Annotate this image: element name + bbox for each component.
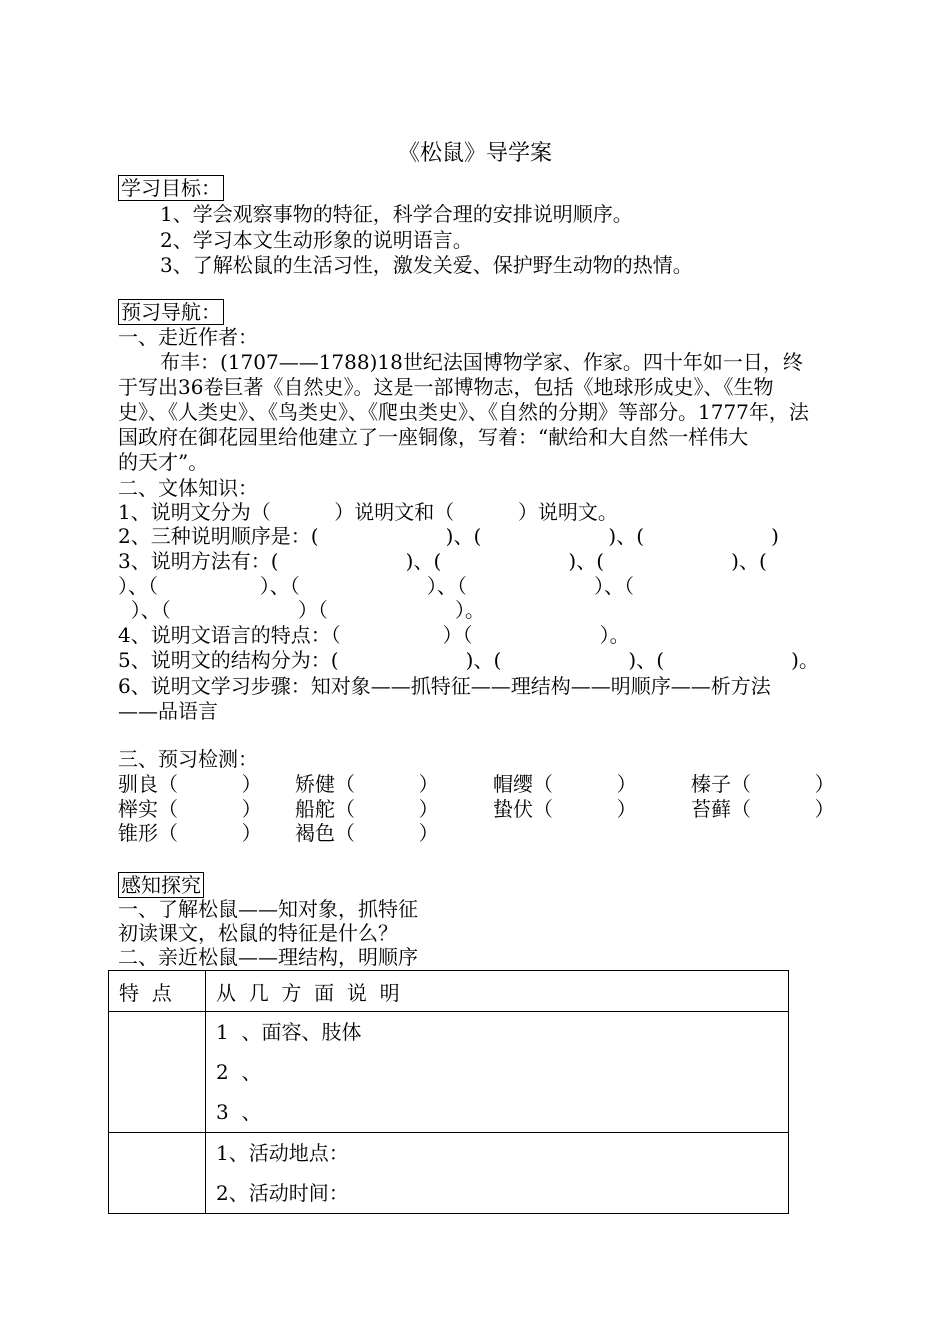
explore-line: 二、亲近松鼠——理结构，明顺序: [118, 945, 418, 969]
objectives-heading: 学习目标：: [118, 176, 224, 201]
preview-heading: 预习导航：: [118, 300, 224, 325]
author-text-line: 的天才”。: [118, 450, 209, 474]
aspect-line: 3 、: [216, 1100, 262, 1124]
table-header-row: [109, 971, 789, 1012]
aspects-cell: [206, 1012, 789, 1133]
author-text-line: 史》、《人类史》、《鸟类史》、《爬虫类史》、《自然的分期》等部分。1777年，法: [118, 400, 809, 424]
check-item: 榉实（ ）: [118, 797, 262, 821]
structure-table: [108, 970, 789, 1214]
check-heading: 三、预习检测：: [118, 747, 258, 771]
explore-heading: 感知探究: [118, 873, 204, 898]
aspects-cell: [206, 1133, 789, 1214]
check-item: 褐色（ ）: [295, 821, 439, 845]
genre-line: 6、说明文学习步骤：知对象——抓特征——理结构——明顺序——析方法: [118, 674, 771, 698]
author-text-line: 国政府在御花园里给他建立了一座铜像，写着：“献给和大自然一样伟大: [118, 425, 749, 449]
check-row: [118, 797, 833, 822]
feature-cell[interactable]: [109, 1012, 206, 1133]
genre-line: ）、（ ）、（ ）、（ ）、（: [118, 574, 635, 598]
check-item: 驯良（ ）: [118, 772, 262, 796]
aspect-line: 1 、面容、肢体: [216, 1020, 362, 1044]
table-row: [109, 1133, 789, 1214]
check-item: 蛰伏（ ）: [493, 797, 637, 821]
genre-line: 5、说明文的结构分为：( )、( )、( )。: [118, 648, 819, 672]
check-item: 帽缨（ ）: [493, 772, 637, 796]
page-title: 《松鼠》导学案: [397, 141, 552, 166]
explore-line: 初读课文，松鼠的特征是什么？: [118, 921, 398, 945]
table-row: [109, 1012, 789, 1133]
aspect-line: 2、活动时间：: [216, 1181, 349, 1205]
author-heading: 一、走近作者：: [118, 325, 258, 349]
explore-line: 一、了解松鼠——知对象，抓特征: [118, 897, 418, 921]
genre-line: ——品语言: [118, 699, 218, 723]
genre-line: 2、三种说明顺序是：( )、( )、( ): [118, 524, 779, 548]
genre-line: 1、说明文分为（ ）说明文和（ ）说明文。: [118, 500, 618, 524]
check-row: [118, 772, 833, 797]
aspect-line: 2 、: [216, 1060, 262, 1084]
genre-line: ）、（ ）（ ）。: [118, 598, 486, 622]
objective-item: 2、学习本文生动形象的说明语言。: [160, 228, 473, 252]
genre-line: 3、说明方法有：( )、( )、( )、(: [118, 549, 767, 573]
aspect-line: 1、活动地点：: [216, 1141, 349, 1165]
header-aspects: 从 几 方 面 说 明: [206, 971, 789, 1012]
objective-item: 1、学会观察事物的特征，科学合理的安排说明顺序。: [160, 202, 633, 226]
genre-line: 4、说明文语言的特点：（ ）（ ）。: [118, 623, 630, 647]
objective-item: 3、了解松鼠的生活习性，激发关爱、保护野生动物的热情。: [160, 253, 693, 277]
feature-cell[interactable]: [109, 1133, 206, 1214]
check-item: 榛子（ ）: [691, 772, 835, 796]
author-text-line: 于写出36卷巨著《自然史》。这是一部博物志，包括《地球形成史》、《生物: [118, 375, 774, 399]
check-item: 锥形（ ）: [118, 821, 262, 845]
check-item: 船舵（ ）: [295, 797, 439, 821]
check-item: 苔藓（ ）: [691, 797, 835, 821]
check-item: 矫健（ ）: [295, 772, 439, 796]
author-text-line: 布丰：(1707——1788)18世纪法国博物学家、作家。四十年如一日，终: [160, 350, 803, 374]
header-feature: 特 点: [109, 971, 206, 1012]
genre-heading: 二、文体知识：: [118, 476, 258, 500]
check-row: [118, 821, 833, 846]
